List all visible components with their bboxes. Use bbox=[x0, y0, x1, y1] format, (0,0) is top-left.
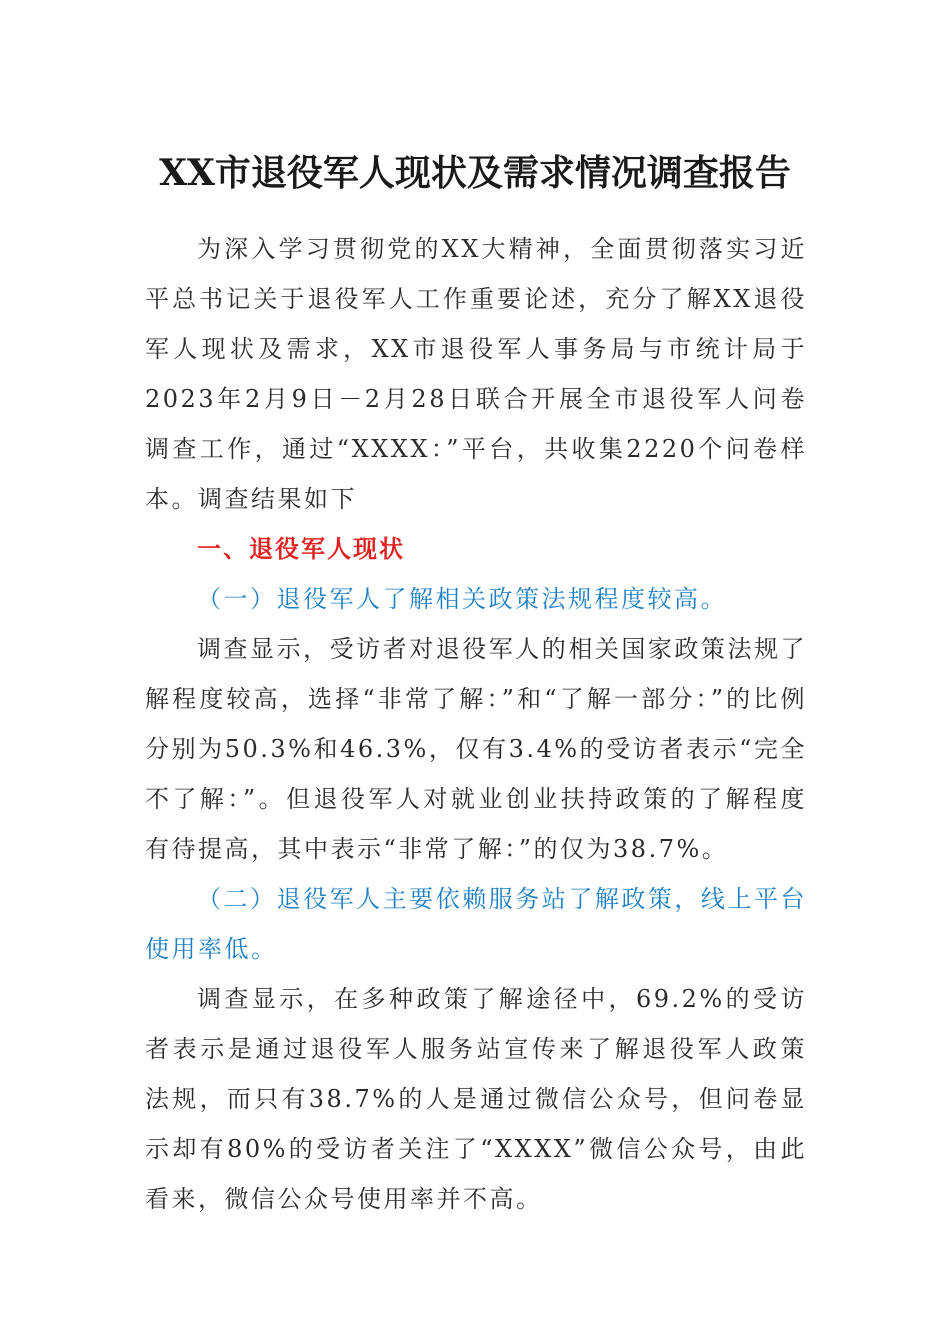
document-title: XX市退役军人现状及需求情况调查报告 bbox=[159, 152, 791, 194]
subsection-heading-2: （二）退役军人主要依赖服务站了解政策，线上平台使用率低。 bbox=[145, 885, 807, 963]
subsection-heading-1: （一）退役军人了解相关政策法规程度较高。 bbox=[197, 585, 727, 613]
subsection-2-paragraph: 调查显示，在多种政策了解途径中，69.2%的受访者表示是通过退役军人服务站宣传来了解退役军人政策法规，而只有38.7%的人是通过微信公众号，但问卷显示却有80%的受访者关注了“XXXX”微信公众号，由此看来，微信公众号使用率并不高。 bbox=[145, 985, 807, 1213]
section-heading-1: 一、退役军人现状 bbox=[197, 535, 405, 563]
subsection-1-paragraph: 调查显示，受访者对退役军人的相关国家政策法规了解程度较高，选择“非常了解：”和“了解一部分：”的比例分别为50.3%和46.3%，仅有3.4%的受访者表示“完全不了解：”。但退役军人对就业创业扶持政策的了解程度有待提高，其中表示“非常了解：”的仅为38.7%。 bbox=[145, 635, 807, 863]
intro-paragraph: 为深入学习贯彻党的XX大精神，全面贯彻落实习近平总书记关于退役军人工作重要论述，充分了解XX退役军人现状及需求，XX市退役军人事务局与市统计局于2023年2月9日－2月28日联合开展全市退役军人问卷调查工作，通过“XXXX：”平台，共收集2220个问卷样本。调查结果如下 bbox=[145, 235, 807, 513]
document-body bbox=[145, 224, 807, 1224]
